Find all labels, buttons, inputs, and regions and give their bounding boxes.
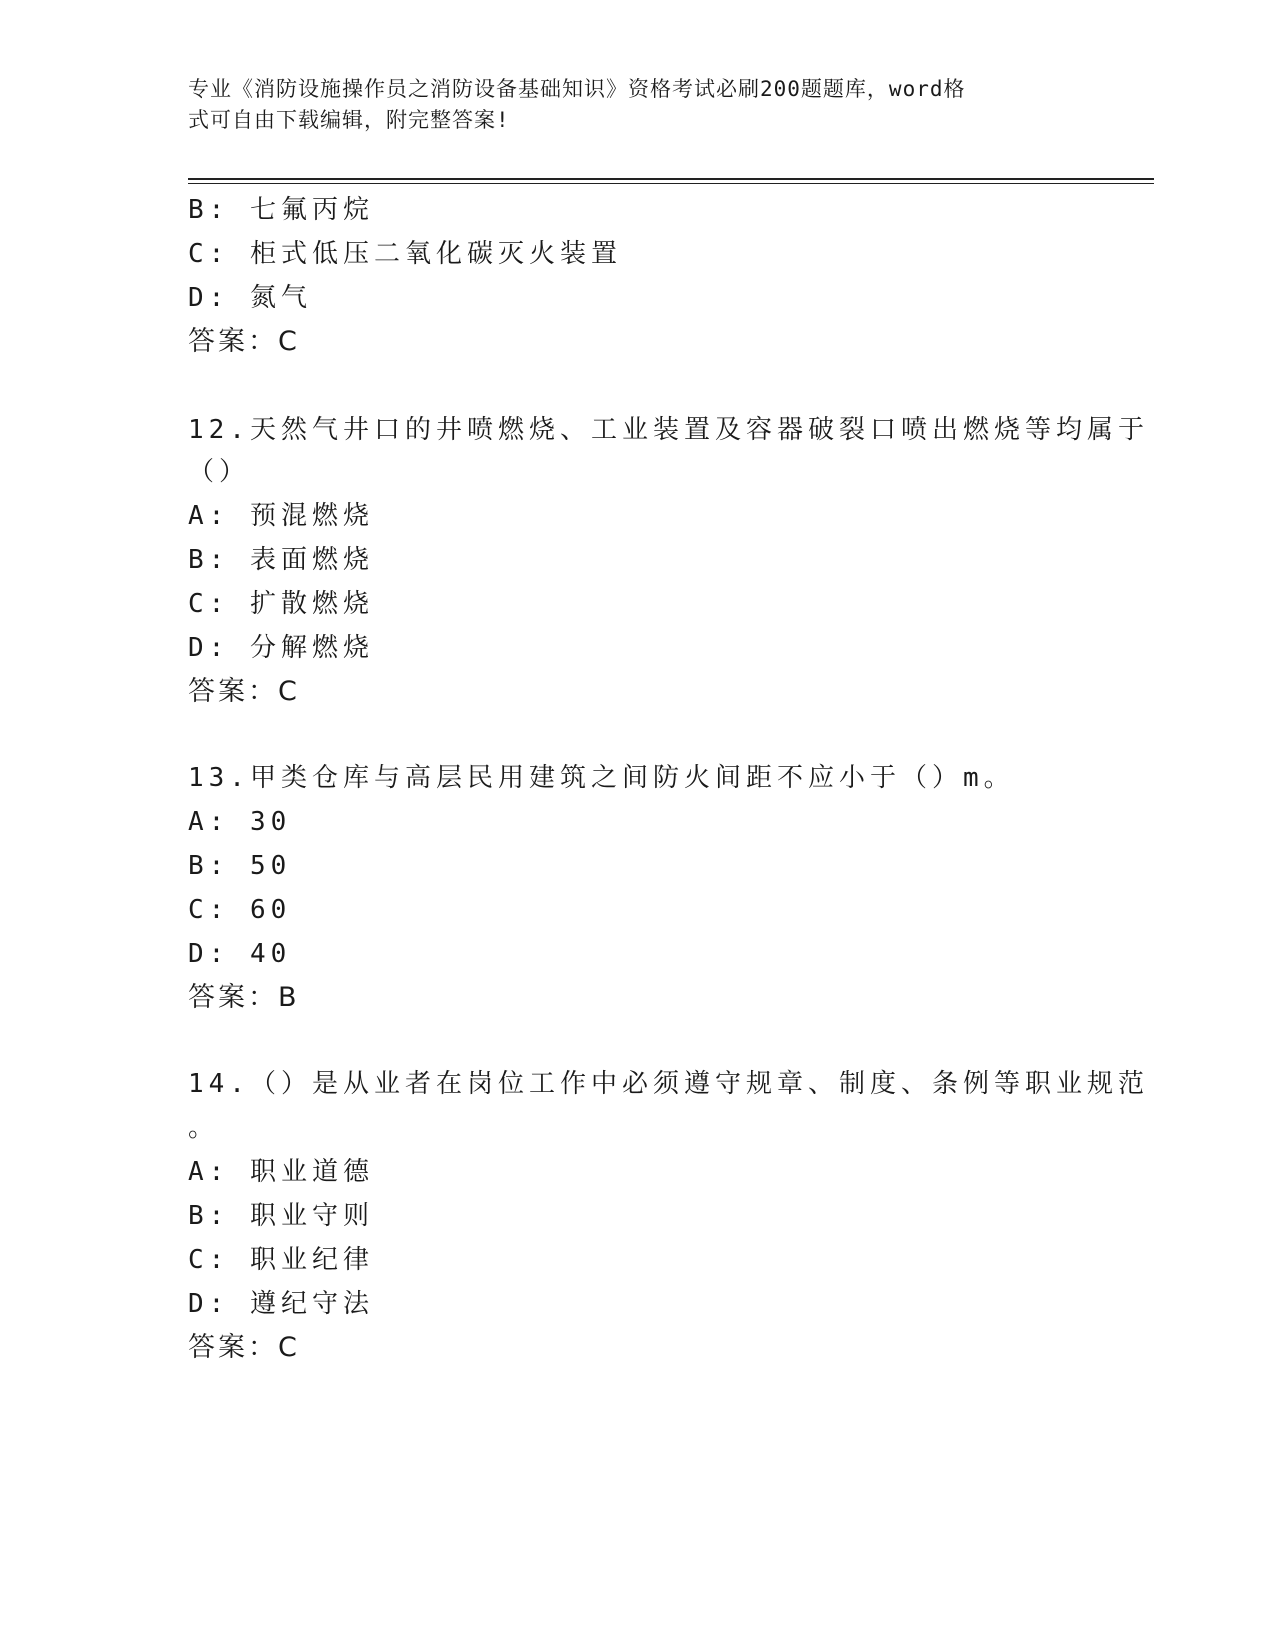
q12-option-c: C: 扩散燃烧 [188, 589, 374, 619]
q14-answer: 答案：C [188, 1332, 300, 1363]
q13-option-a: A: 30 [188, 807, 292, 837]
header-divider-thin [188, 183, 1154, 184]
header-divider-thick [188, 178, 1154, 180]
q12-stem-line-1: 12.天然气井口的井喷燃烧、工业装置及容器破裂口喷出燃烧等均属于 [188, 415, 1149, 445]
q11-answer: 答案：C [188, 326, 300, 357]
q12-stem-line-2: （） [188, 457, 251, 487]
q14-option-d: D: 遵纪守法 [188, 1289, 374, 1319]
q13-option-c: C: 60 [188, 895, 292, 925]
q11-option-d: D: 氮气 [188, 283, 312, 313]
q14-option-a: A: 职业道德 [188, 1157, 374, 1187]
q12-option-b: B: 表面燃烧 [188, 545, 374, 575]
q11-option-b: B: 七氟丙烷 [188, 195, 374, 225]
q12-option-d: D: 分解燃烧 [188, 633, 374, 663]
q12-answer: 答案：C [188, 676, 300, 707]
q12-option-a: A: 预混燃烧 [188, 501, 374, 531]
q14-option-b: B: 职业守则 [188, 1201, 374, 1231]
q14-stem-line-1: 14.（）是从业者在岗位工作中必须遵守规章、制度、条例等职业规范 [188, 1069, 1149, 1099]
q11-option-c: C: 柜式低压二氧化碳灭火装置 [188, 239, 622, 269]
q13-stem: 13.甲类仓库与高层民用建筑之间防火间距不应小于（）m。 [188, 763, 1015, 793]
q13-option-d: D: 40 [188, 939, 292, 969]
q13-answer: 答案：B [188, 982, 300, 1013]
q14-stem-line-2: 。 [188, 1113, 220, 1143]
q14-option-c: C: 职业纪律 [188, 1245, 374, 1275]
document-header [188, 74, 1068, 136]
header-line-2: 式可自由下载编辑，附完整答案! [188, 108, 510, 132]
header-line-1: 专业《消防设施操作员之消防设备基础知识》资格考试必刷200题题库，word格 [188, 77, 966, 101]
q13-option-b: B: 50 [188, 851, 292, 881]
